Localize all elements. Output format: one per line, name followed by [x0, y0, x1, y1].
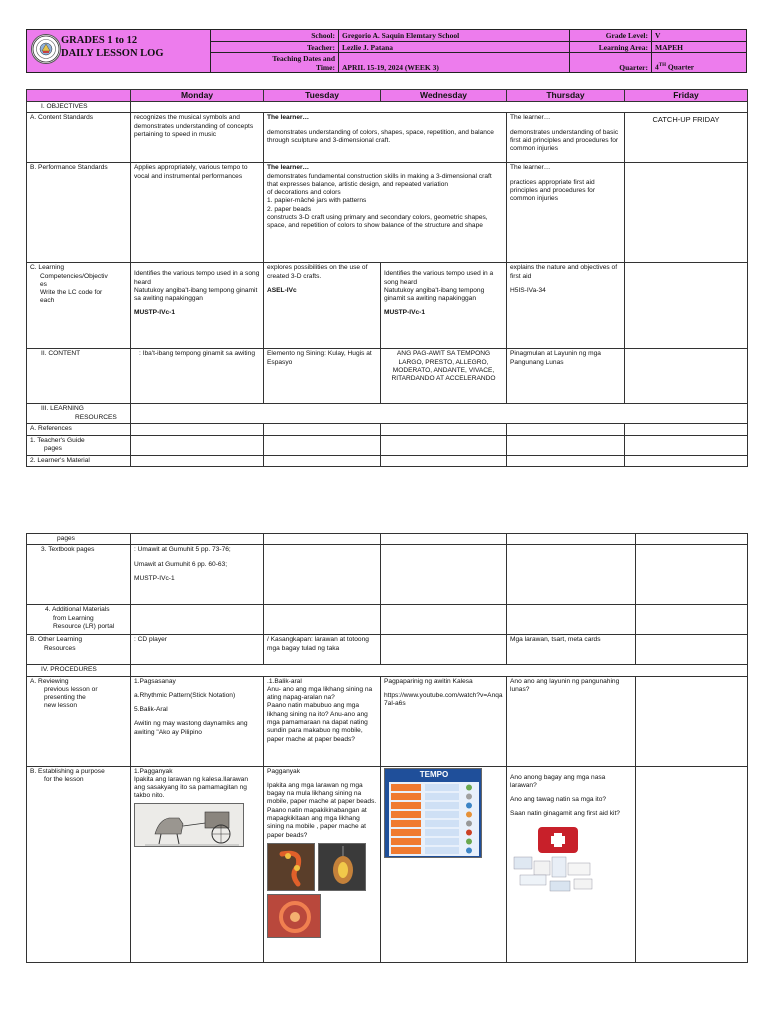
content-standards-tue-text: demonstrates understanding of colors, shapes, space, repetition, and balance through sculpture and 3-dimensional craft.: [267, 128, 494, 144]
teaching-dates-label-line-2: Time:: [315, 63, 335, 72]
competencies-thu-code: H5IS-IVa-34: [510, 286, 546, 294]
competencies-wed-line-2: Natutukoy angiba't-ibang tempong ginamit sa awiting napakinggan: [384, 286, 485, 303]
reviewing-mon-line-2: a.Rhythmic Pattern(Stick Notation): [134, 691, 236, 699]
learners-material-tuesday: [264, 455, 381, 466]
competencies-thu-line-1: explains the nature and objectives of first aid: [510, 264, 618, 280]
mobile-craft-image: [318, 843, 366, 891]
reviewing-tuesday: [264, 676, 381, 766]
reviewing-thursday: Ano ano ang layunin ng pangunahing lunas?: [507, 676, 636, 766]
reviewing-line-2: previous lesson or: [44, 685, 98, 693]
reviewing-tue-line-1: .1.Balik-aral: [267, 677, 302, 685]
content-standards-monday: recognizes the musical symbols and demonstrates understanding of concepts pertaining to speed in music: [131, 113, 264, 163]
textbook-mon-line-1: : Umawit at Gumuhit 5 pp. 73-76;: [134, 546, 231, 554]
teachers-guide-wednesday: [381, 435, 507, 455]
purpose-friday: [636, 766, 748, 962]
additional-thursday: [507, 605, 636, 635]
header-info-grid: [211, 30, 746, 72]
competencies-monday: [131, 263, 264, 349]
day-header-monday: Monday: [131, 90, 264, 102]
document-title: [61, 34, 164, 60]
youtube-link[interactable]: https://www.youtube.com/watch?v=Anqa7al-a6s: [384, 691, 503, 708]
learning-resources-span-cell: [131, 404, 748, 424]
teachers-guide-friday: [625, 435, 748, 455]
performance-tue-head: The learner…: [267, 164, 310, 172]
day-header-wednesday: Wednesday: [381, 90, 507, 102]
content-standards-tue-head: The learner…: [267, 114, 310, 122]
reviewing-mon-line-4: Awitin ng may wastong daynamiks ang awiting "Ako ay Pilipino: [134, 720, 248, 736]
performance-tue-line-1: demonstrates fundamental construction skills in making a 3-dimensional craft that expresses balance, artistic design, and repeated variation: [267, 172, 492, 188]
references-monday: [131, 424, 264, 435]
tempo-chart-title: TEMPO: [419, 769, 449, 779]
reviewing-mon-line-3: 5.Balik-Aral: [134, 706, 168, 714]
purpose-wednesday: [381, 766, 507, 962]
catch-up-friday: CATCH-UP FRIDAY: [625, 113, 748, 163]
purpose-thu-line-3: Saan natin ginagamit ang first aid kit?: [510, 810, 620, 818]
header-block: [26, 29, 747, 73]
purpose-tuesday: [264, 766, 381, 962]
kalesa-drawing-icon: [135, 804, 244, 847]
references-label: A. References: [27, 424, 131, 435]
lm-cont-friday: [636, 534, 748, 545]
competencies-label-line-1: C. Learning: [30, 264, 65, 272]
learners-material-wednesday: [381, 455, 507, 466]
objectives-label: I. OBJECTIVES: [27, 102, 131, 113]
quarter-suffix: TH: [658, 63, 666, 68]
references-tuesday: [264, 424, 381, 435]
teachers-guide-thursday: [507, 435, 625, 455]
competencies-mon-line-1: Identifies the various tempo used in a song heard: [134, 270, 260, 286]
reviewing-line-1: A. Reviewing: [30, 677, 69, 685]
kalesa-image: [134, 803, 244, 847]
purpose-thu-line-2: Ano ang tawag natin sa mga ito?: [510, 796, 607, 804]
tempo-chart-image: [384, 768, 482, 858]
procedures-label: IV. PROCEDURES: [27, 665, 131, 676]
school-label: School:: [211, 30, 339, 42]
content-standards-thu-head: The learner…: [510, 114, 551, 122]
competencies-wednesday: [381, 263, 507, 349]
learners-material-thursday: [507, 455, 625, 466]
competencies-tue-line-1: explores possibilities on the use of created 3-D crafts.: [267, 264, 368, 280]
references-friday: [625, 424, 748, 435]
reviewing-wednesday: [381, 676, 507, 766]
purpose-mon-line-1: 1.Pagganyak: [134, 767, 173, 775]
purpose-label-line-2: for the lesson: [44, 775, 84, 783]
performance-standards-tue-wed: [264, 163, 507, 263]
reviewing-tue-line-2: Anu- ano ang mga likhang sining na ating napag-aralan na?: [267, 685, 373, 702]
other-resources-thursday: Mga larawan, tsart, meta cards: [507, 635, 636, 665]
content-monday: : Iba't-ibang tempong ginamit sa awiting: [131, 349, 264, 404]
performance-standards-thursday: [507, 163, 625, 263]
learning-resources-label: [27, 404, 131, 424]
textbook-pages-monday: [131, 545, 264, 605]
learners-material-friday: [625, 455, 748, 466]
additional-friday: [636, 605, 748, 635]
reviewing-line-4: new lesson: [44, 702, 77, 710]
lm-cont-wednesday: [381, 534, 507, 545]
textbook-thursday: [507, 545, 636, 605]
reviewing-tue-line-3: Paano natin mabubuo ang mga likhang sining na ito? Anu-ano ang mga pamamaraan na dapat nating sundin para makabuo ng mobile, paper mache at paper beads?: [267, 702, 368, 743]
purpose-tue-line-2: Ipakita ang mga larawan ng mga bagay na mula likhang sining na mobile, paper mache at paper beads.: [267, 781, 377, 806]
other-resources-tuesday: / Kasangkapan: larawan at totoong mga bagay tulad ng taka: [264, 635, 381, 665]
first-aid-kit-image: [510, 823, 598, 897]
learners-material-monday: [131, 455, 264, 466]
corner-header-cell: [27, 90, 131, 102]
textbook-tuesday: [264, 545, 381, 605]
content-wednesday: ANG PAG-AWIT SA TEMPONG LARGO, PRESTO, ALLEGRO, MODERATO, ANDANTE, VIVACE, RITARDANDO AT ACCELERANDO: [381, 349, 507, 404]
content-label: II. CONTENT: [27, 349, 131, 404]
content-friday: [625, 349, 748, 404]
competencies-mon-code: MUSTP-IVc-1: [134, 309, 176, 317]
first-aid-kit-icon: [510, 823, 598, 897]
performance-standards-friday: [625, 163, 748, 263]
performance-tue-line-5: constructs 3-D craft using primary and secondary colors, geometric shapes, space, and repetition of colors to show balance of the structure and shape: [267, 214, 488, 230]
competencies-label-line-5: each: [40, 297, 55, 305]
other-resources-label: [27, 635, 131, 665]
additional-line-1: 4. Additional Materials: [45, 606, 110, 614]
additional-materials-label: [27, 605, 131, 635]
craft-image-row: [267, 843, 377, 891]
grade-level-label: Grade Level:: [570, 30, 652, 42]
additional-line-2: from Learning: [53, 614, 94, 622]
learners-material-label: 2. Learner's Material: [27, 455, 131, 466]
lesson-log-table-page-1: [26, 89, 748, 467]
learning-competencies-label: [27, 263, 131, 349]
reviewing-friday: [636, 676, 748, 766]
lm-cont-thursday: [507, 534, 636, 545]
quarter-label: Quarter:: [570, 53, 652, 72]
competencies-label-line-4: Write the LC code for: [40, 289, 103, 297]
reviewing-line-3: presenting the: [44, 694, 86, 702]
paper-mache-image: [267, 894, 321, 938]
teaching-dates-label: [211, 53, 339, 72]
paper-beads-image: [267, 843, 315, 891]
other-resources-line-1: B. Other Learning: [30, 636, 83, 644]
purpose-mon-line-2: Ipakita ang larawan ng kalesa.Ilarawan ang sasakyang ito sa pamamagitan ng takbo nito.: [134, 775, 248, 800]
tempo-chart-rows-icon: [389, 782, 479, 856]
quarter-word: Quarter: [665, 62, 695, 72]
paper-beads-icon: [268, 844, 315, 891]
teacher-label: Teacher:: [211, 42, 339, 53]
performance-thu-head: The learner…: [510, 164, 551, 172]
teachers-guide-line-2: pages: [44, 444, 62, 452]
textbook-mon-line-3: MUSTP-IVc-1: [134, 574, 175, 582]
quarter-value: [652, 53, 746, 72]
textbook-wednesday: [381, 545, 507, 605]
header-title-block: [27, 30, 211, 72]
deped-seal-icon: [31, 34, 61, 64]
competencies-wed-line-1: Identifies the various tempo used in a song heard: [384, 270, 494, 286]
competencies-mon-line-2: Natutukoy angiba't-ibang tempong ginamit sa awiting napakinggan: [134, 286, 258, 303]
performance-tue-line-4: 2. paper beads: [267, 205, 311, 213]
other-resources-line-2: Resources: [44, 644, 76, 652]
school-value: Gregorio A. Saquin Elemtary School: [339, 30, 570, 42]
content-standards-thu-text: demonstrates understanding of basic first aid principles and procedures for common injuries: [510, 128, 619, 153]
resources-label-line-2: RESOURCES: [75, 413, 117, 421]
textbook-mon-line-2: Umawit at Gumuhit 6 pp. 60-63;: [134, 560, 228, 568]
competencies-label-line-2: Competencies/Objectiv: [40, 272, 108, 280]
performance-tue-line-3: 1. papier-mâché jars with patterns: [267, 197, 367, 205]
purpose-thursday: [507, 766, 636, 962]
purpose-tue-line-3: Paano natin mapakikinabangan at mapagkikitaan ang mga likhang sining na mobile , paper mache at paper beads?: [267, 806, 367, 839]
competencies-label-line-3: es: [40, 280, 47, 288]
learning-area-value: MAPEH: [652, 42, 746, 53]
teachers-guide-line-1: 1. Teacher's Guide: [30, 436, 85, 444]
reviewing-label: [27, 676, 131, 766]
content-standards-thursday: [507, 113, 625, 163]
performance-standards-label: B. Performance Standards: [27, 163, 131, 263]
other-resources-wednesday: [381, 635, 507, 665]
additional-wednesday: [381, 605, 507, 635]
additional-tuesday: [264, 605, 381, 635]
reviewing-monday: [131, 676, 264, 766]
mobile-craft-icon: [319, 844, 366, 891]
additional-monday: [131, 605, 264, 635]
other-resources-monday: : CD player: [131, 635, 264, 665]
teachers-guide-tuesday: [264, 435, 381, 455]
content-thursday: Pinagmulan at Layunin ng mga Pangunang Lunas: [507, 349, 625, 404]
resources-label-line-1: III. LEARNING: [41, 405, 84, 413]
grade-level-value: V: [652, 30, 746, 42]
teaching-dates-value: APRIL 15-19, 2024 (WEEK 3): [339, 53, 570, 72]
reviewing-mon-line-1: 1.Pagsasanay: [134, 677, 176, 685]
competencies-wed-code: MUSTP-IVc-1: [384, 309, 426, 317]
reviewing-wed-line-1: Pagpaparinig ng awitin Kalesa: [384, 677, 473, 685]
lm-cont-monday: [131, 534, 264, 545]
title-line-2: DAILY LESSON LOG: [61, 48, 164, 59]
competencies-friday: [625, 263, 748, 349]
title-line-1: GRADES 1 to 12: [61, 35, 138, 46]
lm-cont-tuesday: [264, 534, 381, 545]
additional-line-3: Resource (LR) portal: [53, 622, 115, 630]
textbook-friday: [636, 545, 748, 605]
purpose-monday: [131, 766, 264, 962]
teacher-value: Lezlie J. Patana: [339, 42, 570, 53]
competencies-thursday: [507, 263, 625, 349]
day-header-friday: Friday: [625, 90, 748, 102]
procedures-span-cell: [131, 665, 748, 676]
purpose-tue-line-1: Pagganyak: [267, 767, 300, 775]
paper-mache-icon: [268, 895, 321, 938]
competencies-tue-code: ASEL-IVc: [267, 286, 297, 294]
learning-area-label: Learning Area:: [570, 42, 652, 53]
textbook-pages-label: 3. Textbook pages: [27, 545, 131, 605]
teachers-guide-monday: [131, 435, 264, 455]
content-tuesday: Elemento ng Sining: Kulay, Hugis at Espasyo: [264, 349, 381, 404]
lesson-log-table-page-2: [26, 533, 748, 963]
quarter-number: 4: [655, 62, 659, 72]
references-wednesday: [381, 424, 507, 435]
performance-standards-monday: Applies appropriately, various tempo to vocal and instrumental performances: [131, 163, 264, 263]
other-resources-friday: [636, 635, 748, 665]
teaching-dates-label-line-1: Teaching Dates and: [272, 54, 335, 63]
learners-material-pages-cont: pages: [27, 534, 131, 545]
purpose-label-line-1: B. Establishing a purpose: [30, 767, 105, 775]
purpose-thu-line-1: Ano anong bagay ang mga nasa larawan?: [510, 773, 606, 789]
day-header-tuesday: Tuesday: [264, 90, 381, 102]
teachers-guide-label: [27, 435, 131, 455]
establishing-purpose-label: [27, 766, 131, 962]
content-standards-label: A. Content Standards: [27, 113, 131, 163]
content-standards-tue-wed: [264, 113, 507, 163]
performance-tue-line-2: of decorations and colors: [267, 189, 341, 197]
day-header-thursday: Thursday: [507, 90, 625, 102]
references-thursday: [507, 424, 625, 435]
objectives-span-cell: [131, 102, 748, 113]
competencies-tuesday: [264, 263, 381, 349]
performance-thu-text: practices appropriate first aid principles and procedures for common injuries: [510, 178, 596, 203]
